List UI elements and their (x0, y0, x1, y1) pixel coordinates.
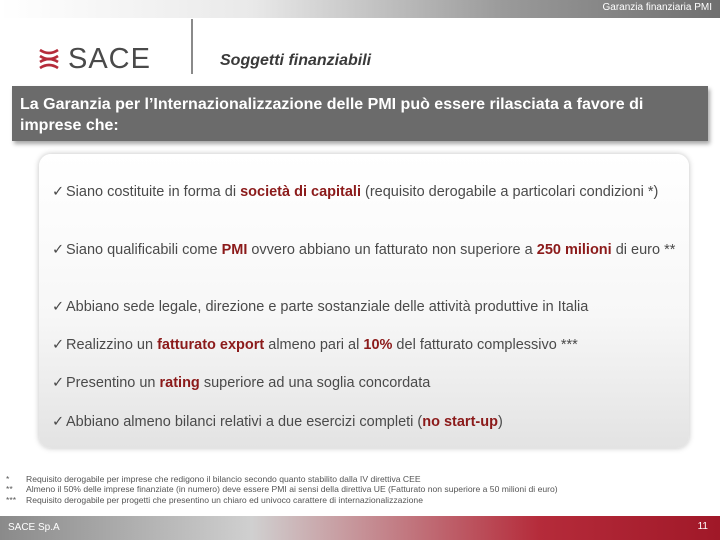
check-icon: ✓ (52, 337, 65, 353)
footnotes (6, 474, 716, 505)
requirement-item: ✓ Presentino un rating superiore ad una soglia concordata (52, 375, 431, 391)
highlight: rating (159, 375, 200, 391)
check-icon: ✓ (52, 414, 65, 430)
section-title: Garanzia finanziaria PMI (602, 2, 712, 13)
check-icon: ✓ (52, 184, 65, 200)
requirement-item: ✓ Siano costituite in forma di società di capitali (requisito derogabile a particolari condizioni *) (52, 184, 659, 200)
sace-logo (38, 42, 151, 76)
sace-logo-icon (38, 46, 60, 72)
highlight: 250 milioni (536, 242, 612, 258)
footer-bar (0, 516, 720, 540)
check-icon: ✓ (52, 375, 65, 391)
page-title: Soggetti finanziabili (220, 52, 372, 69)
highlight: no start-up (422, 414, 498, 430)
highlight: PMI (221, 242, 248, 258)
highlight: società di capitali (240, 184, 361, 200)
logo-text: SACE (68, 42, 151, 75)
check-icon: ✓ (52, 299, 65, 315)
intro-text: La Garanzia per l’Internazionalizzazione delle PMI può essere rilasciata a favore di imprese che: (20, 96, 644, 134)
requirement-item: ✓ Realizzino un fatturato export almeno pari al 10% del fatturato complessivo *** (52, 337, 578, 353)
page-number: 11 (697, 521, 708, 532)
highlight: fatturato export (157, 337, 265, 353)
highlight: 10% (363, 337, 393, 353)
requirement-item: ✓ Abbiano sede legale, direzione e parte sostanziale delle attività produttive in Italia (52, 299, 589, 315)
requirement-item: ✓ Siano qualificabili come PMI ovvero abbiano un fatturato non superiore a 250 milioni di euro ** (52, 242, 676, 258)
requirement-item: ✓ Abbiano almeno bilanci relativi a due esercizi completi (no start-up) (52, 414, 503, 430)
intro-banner (12, 86, 708, 141)
footnote: * Requisito derogabile per imprese che redigono il bilancio secondo quanto stabilito dalla IV direttiva CEE (6, 474, 421, 484)
header-bar (0, 0, 720, 18)
company-name: SACE Sp.A (8, 522, 60, 533)
header-divider (191, 19, 193, 74)
check-icon: ✓ (52, 242, 65, 258)
footnote: *** Requisito derogabile per progetti che presentino un chiaro ed univoco carattere di internazionalizzazione (6, 494, 423, 505)
footnote: ** Almeno il 50% delle imprese finanziate (in numero) deve essere PMI ai sensi della direttiva UE (Fatturato non superiore a 50 milioni di euro) (6, 484, 558, 495)
